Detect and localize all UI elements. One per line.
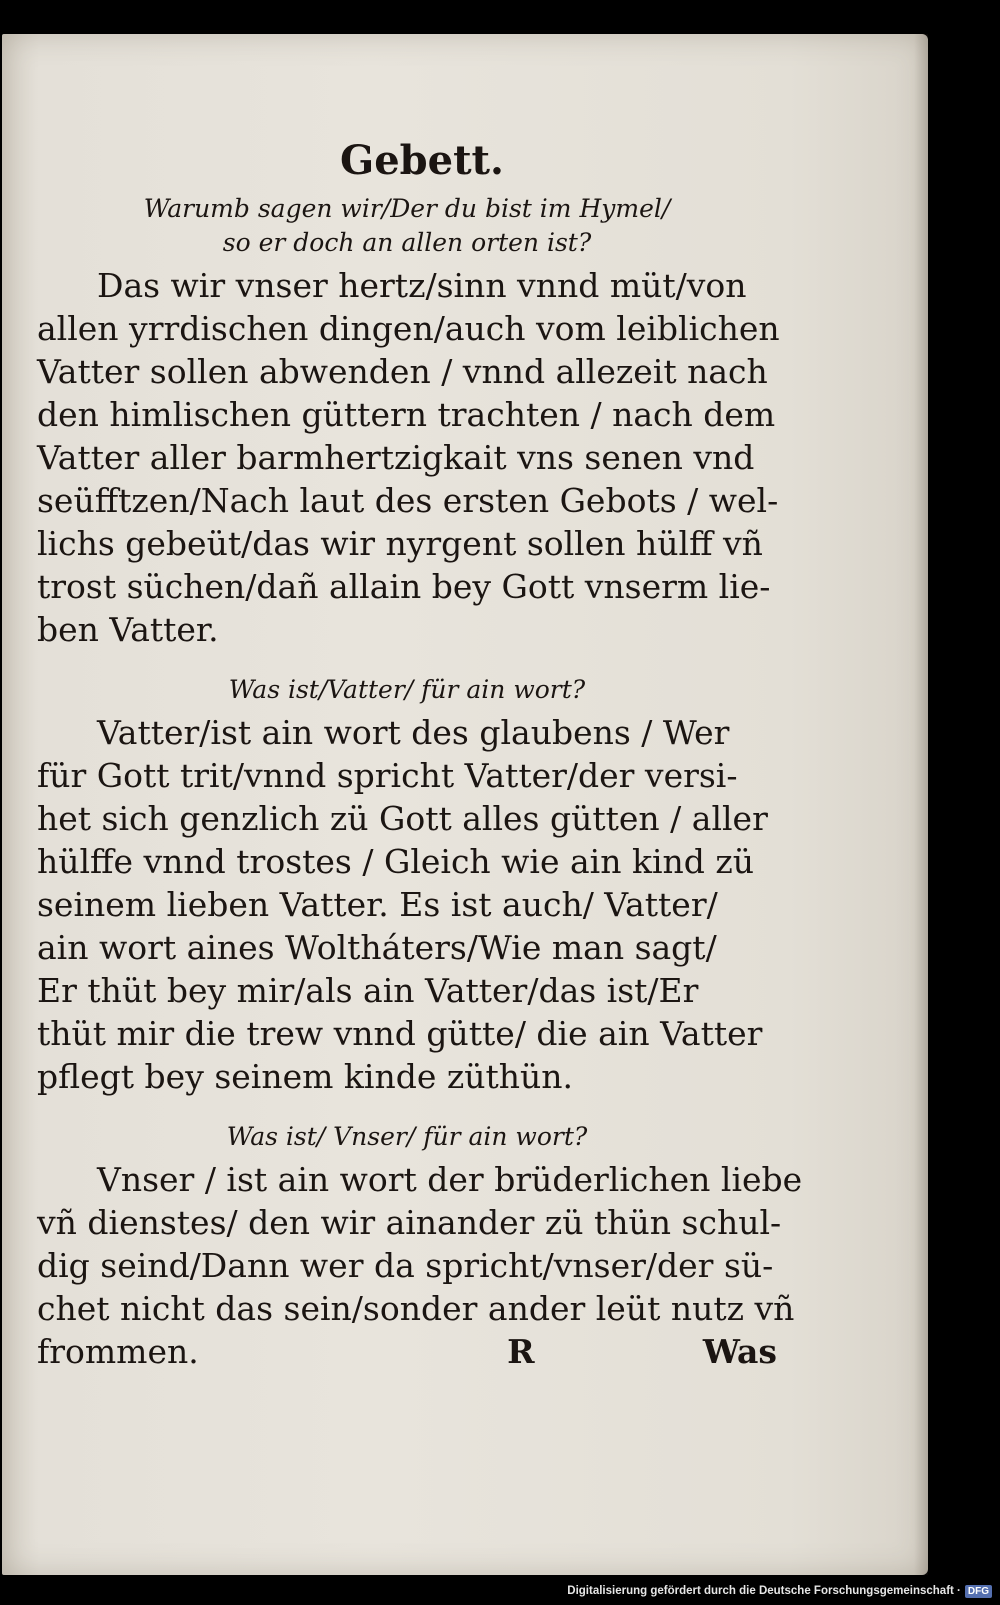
catchword: Was: [702, 1332, 777, 1371]
text-line: pflegt bey seinem kinde züthün.: [37, 1057, 574, 1096]
text-line: Vatter aller barmhertzigkait vns senen vnd: [37, 438, 755, 477]
question-heading: [37, 673, 777, 707]
text-line: hülffe vnnd trostes / Gleich wie ain kind zü: [37, 842, 755, 881]
text-line: chet nicht das sein/sonder ander leüt nutz vñ: [37, 1289, 795, 1328]
question-line: Was ist/Vatter/ für ain wort?: [228, 675, 586, 704]
spacer: [37, 651, 777, 673]
text-line: lichs gebeüt/das wir nyrgent sollen hülff vñ: [37, 524, 763, 563]
text-line: Vatter/ist ain wort des glaubens / Wer: [97, 713, 730, 752]
question-heading: [37, 192, 777, 260]
signature-mark: R: [507, 1332, 535, 1371]
question-line: so er doch an allen orten ist?: [222, 228, 592, 257]
last-line-text: frommen.: [37, 1332, 199, 1371]
text-line: ben Vatter.: [37, 610, 219, 649]
text-line: Das wir vnser hertz/sinn vnnd müt/von: [97, 266, 747, 305]
text-line: allen yrrdischen dingen/auch vom leiblichen: [37, 309, 780, 348]
text-line: Vnser / ist ain wort der brüderlichen liebe: [97, 1160, 803, 1199]
last-line: [37, 1330, 777, 1373]
text-line: ain wort aines Woltháters/Wie man sagt/: [37, 928, 717, 967]
credit-text: Digitalisierung gefördert durch die Deutsche Forschungsgemeinschaft ·: [567, 1585, 961, 1597]
book-page: [2, 34, 928, 1575]
paragraph: [37, 711, 777, 1098]
question-heading: [37, 1120, 777, 1154]
paragraph: [37, 1158, 803, 1330]
question-line: Warumb sagen wir/Der du bist im Hymel/: [143, 194, 671, 223]
text-line: Vatter sollen abwenden / vnnd allezeit nach: [37, 352, 768, 391]
spacer: [37, 1098, 777, 1120]
text-line: dig seind/Dann wer da spricht/vnser/der sü-: [37, 1246, 774, 1285]
text-line: für Gott trit/vnnd spricht Vatter/der versi-: [37, 756, 738, 795]
dfg-logo: DFG: [965, 1585, 992, 1598]
page-edge-shadow: [914, 34, 928, 1575]
text-line: seüfftzen/Nach laut des ersten Gebots / wel-: [37, 481, 779, 520]
text-line: Er thüt bey mir/als ain Vatter/das ist/Er: [37, 971, 699, 1010]
question-line: Was ist/ Vnser/ für ain wort?: [226, 1122, 588, 1151]
paragraph: [37, 264, 780, 651]
text-line: seinem lieben Vatter. Es ist auch/ Vatter/: [37, 885, 718, 924]
text-line: vñ dienstes/ den wir ainander zü thün schul-: [37, 1203, 782, 1242]
digitization-credit: [567, 1581, 992, 1601]
text-line: thüt mir die trew vnnd gütte/ die ain Vatter: [37, 1014, 763, 1053]
text-block: [37, 134, 803, 1373]
text-line: het sich genzlich zü Gott alles gütten / aller: [37, 799, 768, 838]
running-head: Gebett.: [340, 137, 504, 184]
text-line: trost süchen/dañ allain bey Gott vnserm lie-: [37, 567, 771, 606]
text-line: den himlischen güttern trachten / nach dem: [37, 395, 776, 434]
